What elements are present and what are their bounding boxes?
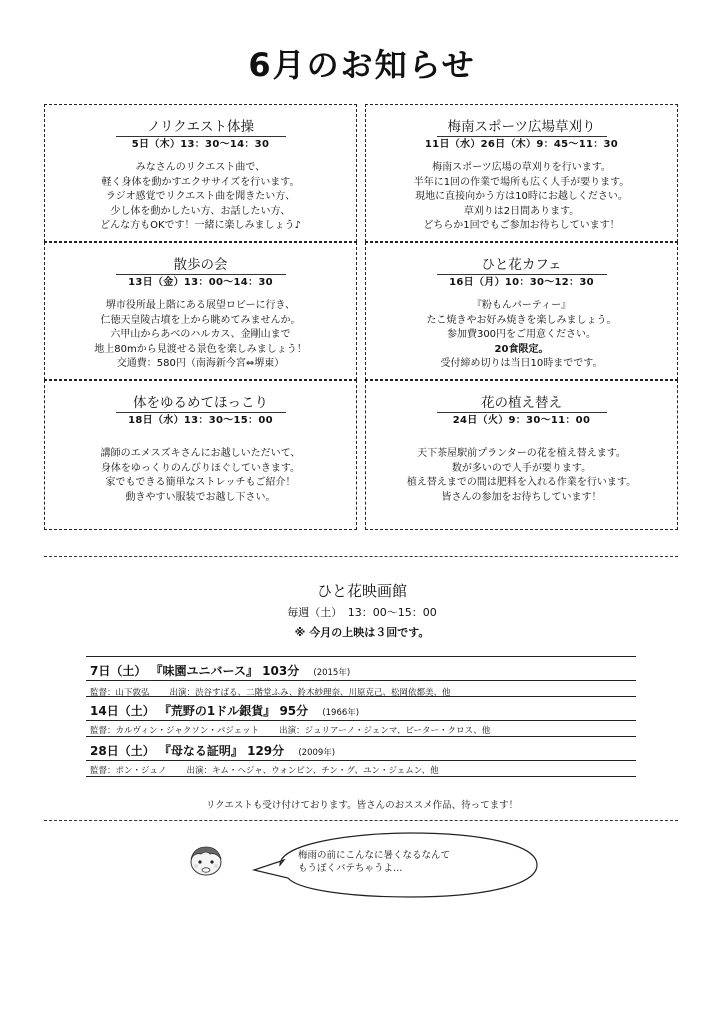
movie-divider bbox=[86, 720, 636, 721]
event-description bbox=[45, 161, 356, 234]
event-line: 交通費：580円（南海新今宮⇔堺東） bbox=[116, 358, 285, 369]
movie-length: 103分 bbox=[262, 664, 300, 678]
cinema-schedule: 毎週（土） 13：00〜15：00 bbox=[287, 606, 437, 619]
movie-length: 95分 bbox=[279, 704, 309, 718]
movie-divider bbox=[86, 760, 636, 761]
event-line: 身体をゆっくりのんびりほぐしていきます。 bbox=[100, 462, 301, 474]
section-divider bbox=[44, 556, 678, 557]
movie-year: (2009年) bbox=[298, 748, 336, 758]
event-title: ノリクエスト体操 bbox=[116, 115, 286, 137]
event-date: 13日（金）13：00〜14：30 bbox=[128, 277, 273, 288]
movie-title: 『荒野の1ドル銀貨』 bbox=[158, 704, 276, 718]
event-title: 散歩の会 bbox=[116, 253, 286, 275]
movie-date: 28日（土） bbox=[90, 744, 155, 758]
movie-divider bbox=[86, 680, 636, 681]
event-description bbox=[45, 299, 356, 372]
event-line: 現地に直接向かう方は10時にお越しください。 bbox=[415, 191, 628, 202]
event-box bbox=[44, 242, 357, 380]
event-line: 植え替えまでの間は肥料を入れる作業を行います。 bbox=[406, 477, 637, 488]
event-line: 仁徳天皇陵古墳を上から眺めてみませんか。 bbox=[100, 314, 301, 326]
event-box bbox=[44, 380, 357, 530]
movie-divider bbox=[86, 736, 636, 737]
event-date: 18日（水）13：30〜15：00 bbox=[128, 415, 273, 426]
boy-face-icon bbox=[186, 843, 226, 877]
event-description bbox=[45, 447, 356, 505]
movie-cast: 出演：ジュリアーノ・ジェンマ、ピーター・クロス、他 bbox=[279, 726, 491, 736]
event-line-emphasis: 20食限定。 bbox=[494, 343, 549, 355]
cinema-title: ひと花映画館 bbox=[316, 582, 407, 600]
event-line: 堺市役所最上階にある展望ロビーに行き、 bbox=[105, 300, 296, 311]
movie-divider bbox=[86, 656, 636, 657]
movie-heading bbox=[90, 742, 335, 759]
movie-credits bbox=[90, 724, 490, 736]
event-line: ラジオ感覚でリクエスト曲を聞きたい方、 bbox=[105, 191, 296, 202]
event-line: 受付締め切りは当日10時までです。 bbox=[440, 358, 603, 369]
event-description bbox=[366, 447, 677, 505]
event-line: 天下茶屋駅前プランターの花を植え替えます。 bbox=[417, 448, 626, 459]
event-title: 梅南スポーツ広場草刈り bbox=[437, 115, 607, 137]
event-line: 講師のエメスズキさんにお越しいただいて、 bbox=[100, 448, 301, 459]
movie-date: 14日（土） bbox=[90, 704, 155, 718]
event-title: 花の植え替え bbox=[437, 391, 607, 413]
movie-director: 監督：山下敦弘 bbox=[90, 688, 150, 698]
event-title: 体をゆるめてほっこり bbox=[116, 391, 286, 413]
event-line: 地上80mから見渡せる景色を楽しみましょう！ bbox=[94, 343, 307, 355]
event-line: 家でもできる簡単なストレッチもご紹介！ bbox=[105, 477, 296, 488]
movie-cast: 出演：渋谷すばる、二階堂ふみ、鈴木紗理奈、川原克己、松岡依都美、他 bbox=[169, 688, 451, 698]
event-date: 16日（月）10：30〜12：30 bbox=[449, 277, 594, 288]
movie-heading bbox=[90, 702, 359, 719]
movie-divider bbox=[86, 776, 636, 777]
movie-date: 7日（土） bbox=[90, 664, 147, 678]
movie-credits bbox=[90, 764, 439, 776]
event-line: 六甲山からあべのハルカス、金剛山まで bbox=[110, 329, 291, 340]
event-line: 数が多いので人手が要ります。 bbox=[451, 462, 592, 474]
page-title: 6月のお知らせ bbox=[248, 46, 476, 84]
event-box bbox=[365, 380, 678, 530]
movie-director: 監督：ポン・ジュノ bbox=[90, 766, 167, 776]
movie-divider bbox=[86, 696, 636, 697]
event-line: 皆さんの参加をお待ちしています！ bbox=[441, 491, 602, 503]
movie-title: 『味園ユニバース』 bbox=[150, 664, 258, 678]
request-line: リクエストも受け付けております。皆さんのおススメ作品、待ってます！ bbox=[205, 800, 519, 811]
event-line: どちらか1回でもご参加お待ちしています！ bbox=[423, 220, 620, 231]
event-date: 24日（火）9：30〜11：00 bbox=[452, 415, 591, 426]
event-grid bbox=[44, 104, 678, 530]
event-description bbox=[366, 299, 677, 372]
movie-year: (1966年) bbox=[322, 708, 360, 718]
event-date: 5日（木）13：30〜14：30 bbox=[131, 139, 270, 150]
movie-heading bbox=[90, 662, 350, 679]
movie-director: 監督：カルヴィン・ジャクソン・パジェット bbox=[90, 726, 260, 736]
event-box bbox=[365, 242, 678, 380]
event-line: たこ焼きやお好み焼きを楽しみましょう。 bbox=[426, 314, 617, 326]
event-description bbox=[366, 161, 677, 234]
event-line: 『粉もんパーティー』 bbox=[471, 300, 572, 311]
event-line: 軽く身体を動かすエクササイズを行います。 bbox=[101, 176, 300, 188]
speech-bubble-text bbox=[298, 849, 450, 875]
event-line: 草刈りは2日間あります。 bbox=[463, 205, 580, 217]
event-line: 梅南スポーツ広場の草刈りを行います。 bbox=[432, 162, 611, 173]
cinema-note: ※ 今月の上映は３回です。 bbox=[294, 626, 430, 639]
event-title: ひと花カフェ bbox=[437, 253, 607, 275]
event-line: 参加費300円をご用意ください。 bbox=[446, 329, 597, 340]
event-line: どんな方もOKです！一緒に楽しみましょう♪ bbox=[100, 220, 301, 231]
event-date: 11日（水）26日（木）9：45〜11：30 bbox=[424, 139, 619, 150]
movie-title: 『母なる証明』 bbox=[158, 744, 243, 758]
bubble-line: もうぼくバテちゃうよ… bbox=[298, 863, 403, 874]
movie-year: (2015年) bbox=[313, 668, 351, 678]
event-box bbox=[44, 104, 357, 242]
event-line: 少し体を動かしたい方、お話したい方、 bbox=[110, 205, 291, 217]
section-divider bbox=[44, 820, 678, 821]
bubble-line: 梅雨の前にこんなに暑くなるなんて bbox=[298, 850, 451, 861]
event-line: 動きやすい服装でお越し下さい。 bbox=[125, 491, 276, 503]
event-box bbox=[365, 104, 678, 242]
movie-length: 129分 bbox=[247, 744, 285, 758]
event-line: 半年に1回の作業で場所も広く人手が要ります。 bbox=[413, 176, 630, 188]
event-line: みなさんのリクエスト曲で、 bbox=[135, 162, 266, 173]
movie-cast: 出演：キム・ヘジャ、ウォンビン、チン・グ、ユン・ジェムン、他 bbox=[186, 766, 439, 776]
